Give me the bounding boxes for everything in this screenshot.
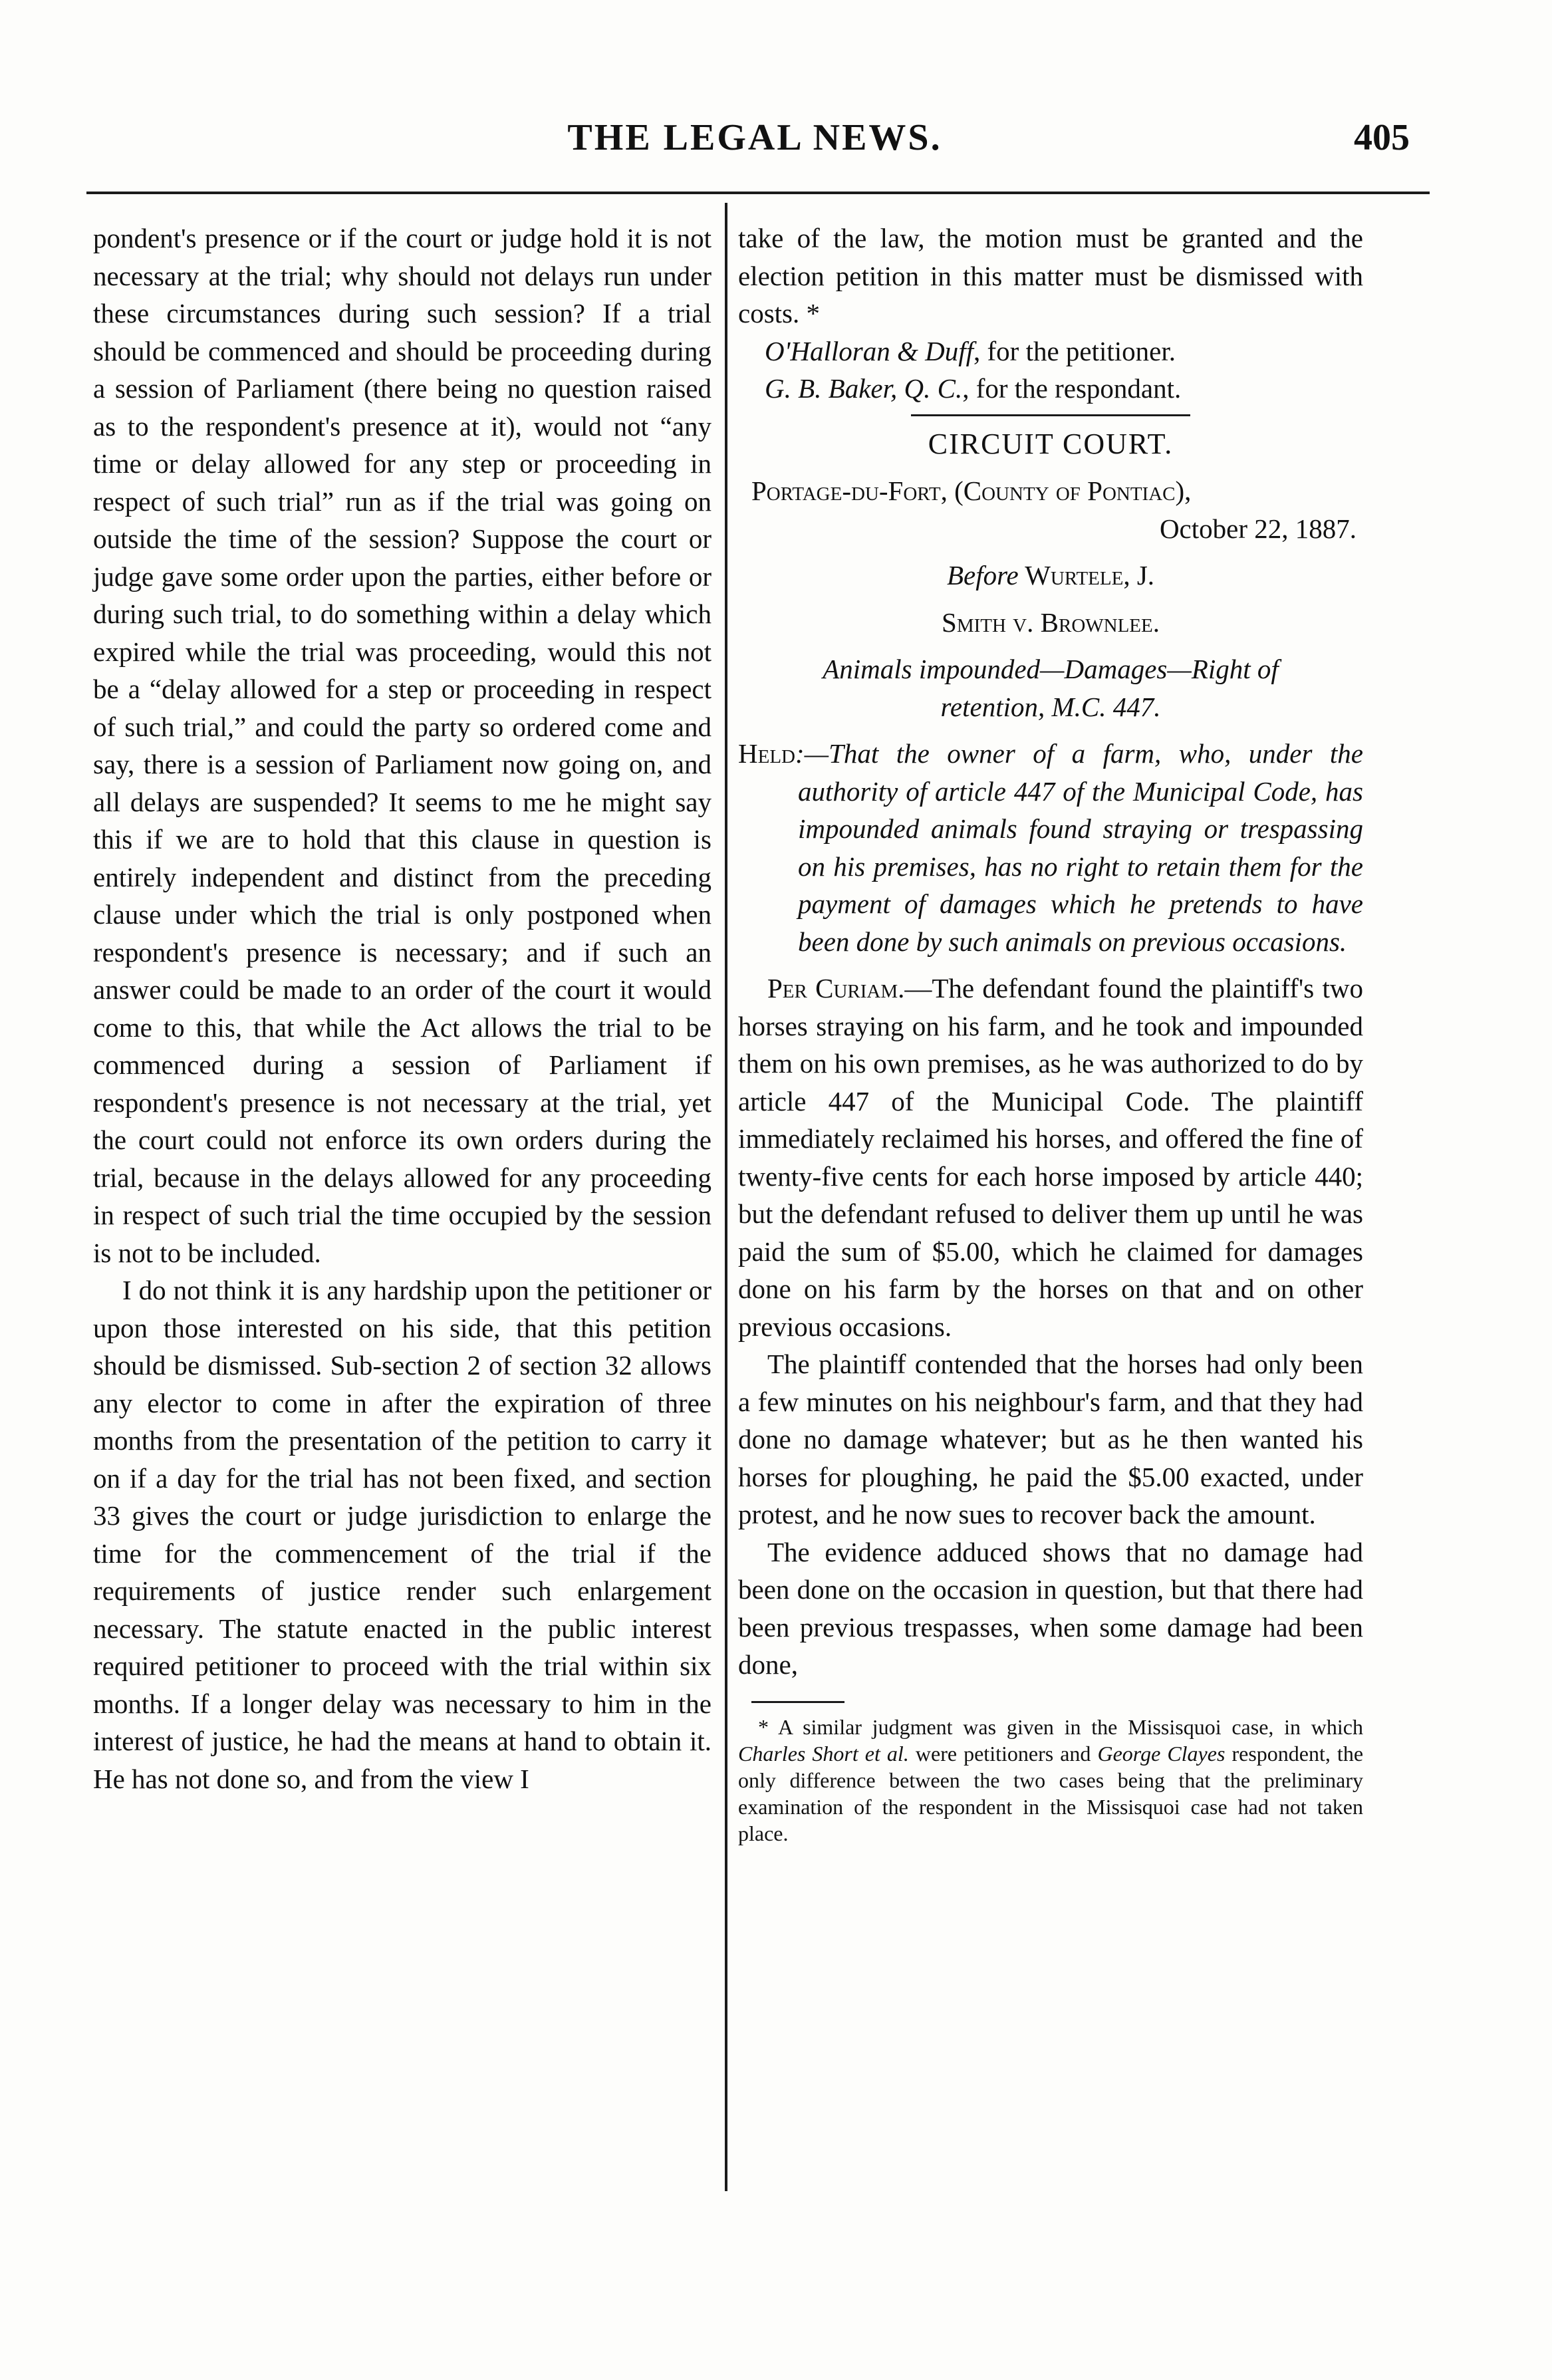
section-rule bbox=[911, 414, 1190, 416]
per-curiam-paragraph bbox=[738, 970, 1363, 1345]
court-date: October 22, 1887. bbox=[1159, 513, 1357, 544]
footnote-part-2: were petitioners and bbox=[908, 1741, 1098, 1766]
counsel-respondent bbox=[738, 370, 1363, 408]
right-continuation-paragraph: take of the law, the motion must be granted and the election petition in this matter must be dismissed with costs. * bbox=[738, 223, 1363, 329]
spacer bbox=[738, 463, 1363, 472]
counsel-petitioner bbox=[738, 332, 1363, 370]
before-word: Before bbox=[946, 560, 1019, 591]
counsel-respondent-role: , for the respondant. bbox=[962, 373, 1182, 404]
headnote-line-2: retention, M.C. 447. bbox=[940, 691, 1161, 722]
held-text: :—That the owner of a farm, who, under the authority of article 447 of the Municipal Code, has impounded animals found straying or trespassing on his premises, has no right to retain them for the payment of damages which he pretends to have been done by such animals on previous occasions. bbox=[795, 738, 1363, 957]
running-title: THE LEGAL NEWS. bbox=[567, 117, 942, 158]
left-paragraph-2: I do not think it is any hardship upon the petitioner or upon those interested on his side, that this petition should be dismissed. Sub-section 2 of section 32 allows any elector to come in after the expiration of three months from the presentation of the petition to carry it on if a day for the trial has not been fixed, and section 33 gives the court or judge jurisdiction to enlarge the time for the commencement of the trial if the requirements of justice render such enlargement necessary. The statute enacted in the public interest required petitioner to proceed with the trial within six months. If a longer delay was necessary to him in the interest of justice, he had the means at hand to obtain it. He has not done so, and from the view I bbox=[93, 1275, 711, 1794]
right-paragraph-3: The evidence adduced shows that no damage had been done on the occasion in question, but that there had been previous trespasses, when some damage had been done, bbox=[738, 1536, 1363, 1680]
footnote bbox=[738, 1714, 1363, 1847]
page-header bbox=[80, 116, 1430, 176]
footnote-respondent: George Clayes bbox=[1097, 1741, 1226, 1766]
footnote-part-3: respondent, the only difference between the two cases being that the preliminary examination of the respondent in the Missisquoi case had not taken place. bbox=[738, 1741, 1364, 1845]
headnote-line-1: Animals impounded—Damages—Right of bbox=[823, 654, 1279, 684]
judge-name: Wurtele, J. bbox=[1018, 560, 1155, 591]
per-curiam-text: .—The defendant found the plaintiff's two horses straying on his farm, and he took and impounded them on his own premises, as he was authorized to do by article 447 of the Municipal Code. The plaintiff immediately reclaimed his horses, and offered the fine of twenty-five cents for each horse imposed by article 440; but the defendant refused to deliver them up until he was paid the sum of $5.00, which he claimed for damages done on his farm by the horses on that and on other previous occasions. bbox=[738, 973, 1363, 1342]
spacer bbox=[738, 960, 1363, 970]
right-paragraph-2: The plaintiff contended that the horses had only been a few minutes on his neighbour's farm, and that they had done no damage whatever; but as he then wanted his horses for ploughing, he paid the $5.00 exacted, under protest, and he now sues to recover back the amount. bbox=[738, 1349, 1363, 1529]
left-column bbox=[93, 219, 711, 1797]
counsel-petitioner-role: , for the petitioner. bbox=[973, 335, 1176, 366]
counsel-respondent-name: G. B. Baker, Q. C. bbox=[765, 373, 963, 404]
right-column bbox=[738, 219, 1363, 1847]
court-place: Portage-du-Fort, (County of Pontiac), bbox=[751, 475, 1192, 506]
judge-line bbox=[738, 557, 1363, 595]
spacer bbox=[738, 547, 1363, 557]
case-name: Smith v. Brownlee. bbox=[942, 606, 1160, 638]
footnote-part-1: * A similar judgment was given in the Missisquoi case, in which bbox=[758, 1714, 1363, 1739]
spacer bbox=[738, 726, 1363, 735]
footnote-rule bbox=[751, 1701, 844, 1703]
header-rule bbox=[86, 192, 1430, 194]
held-label: Held bbox=[738, 738, 795, 769]
footnote-petitioners: Charles Short et al. bbox=[738, 1741, 909, 1766]
page-number: 405 bbox=[1354, 117, 1410, 158]
column-divider bbox=[725, 203, 727, 2191]
left-paragraph-1: pondent's presence or if the court or judge hold it is not necessary at the trial; why should not delays run under these circumstances during such session? If a trial should be commenced and should be proceeding during a session of Parliament (there being no question raised as to the respondent's presence at it), would not “any time or delay allowed for any step or proceeding in respect of such trial” run as if the trial was going on outside the time of the session? Suppose the court or judge gave some order upon the parties, either before or during such trial, to do something within a delay which expired while the trial was proceeding, would this not be a “delay allowed for a step or proceeding in respect of such trial,” and could the party so ordered come and say, there is a session of Parliament now going on, and all delays are suspended? It seems to me he might say this if we are to hold that this clause in question is entirely independent and distinct from the preceding clause under which the trial is only postponed when respondent's presence is necessary; and if such an answer could be made to an order of the court it would come to this, that while the Act allows the trial to be commenced during a session of Parliament if respondent's presence is not necessary at the trial, yet the court could not enforce its own orders during the trial, because in the delays allowed for any proceeding in respect of such trial the time occupied by the session is not to be included. bbox=[93, 223, 711, 1268]
spacer bbox=[738, 641, 1363, 650]
spacer bbox=[738, 595, 1363, 604]
counsel-petitioner-name: O'Halloran & Duff bbox=[765, 335, 974, 366]
held-paragraph bbox=[738, 735, 1363, 960]
per-curiam-label: Per Curiam bbox=[767, 973, 898, 1003]
court-heading: CIRCUIT COURT. bbox=[928, 427, 1174, 460]
